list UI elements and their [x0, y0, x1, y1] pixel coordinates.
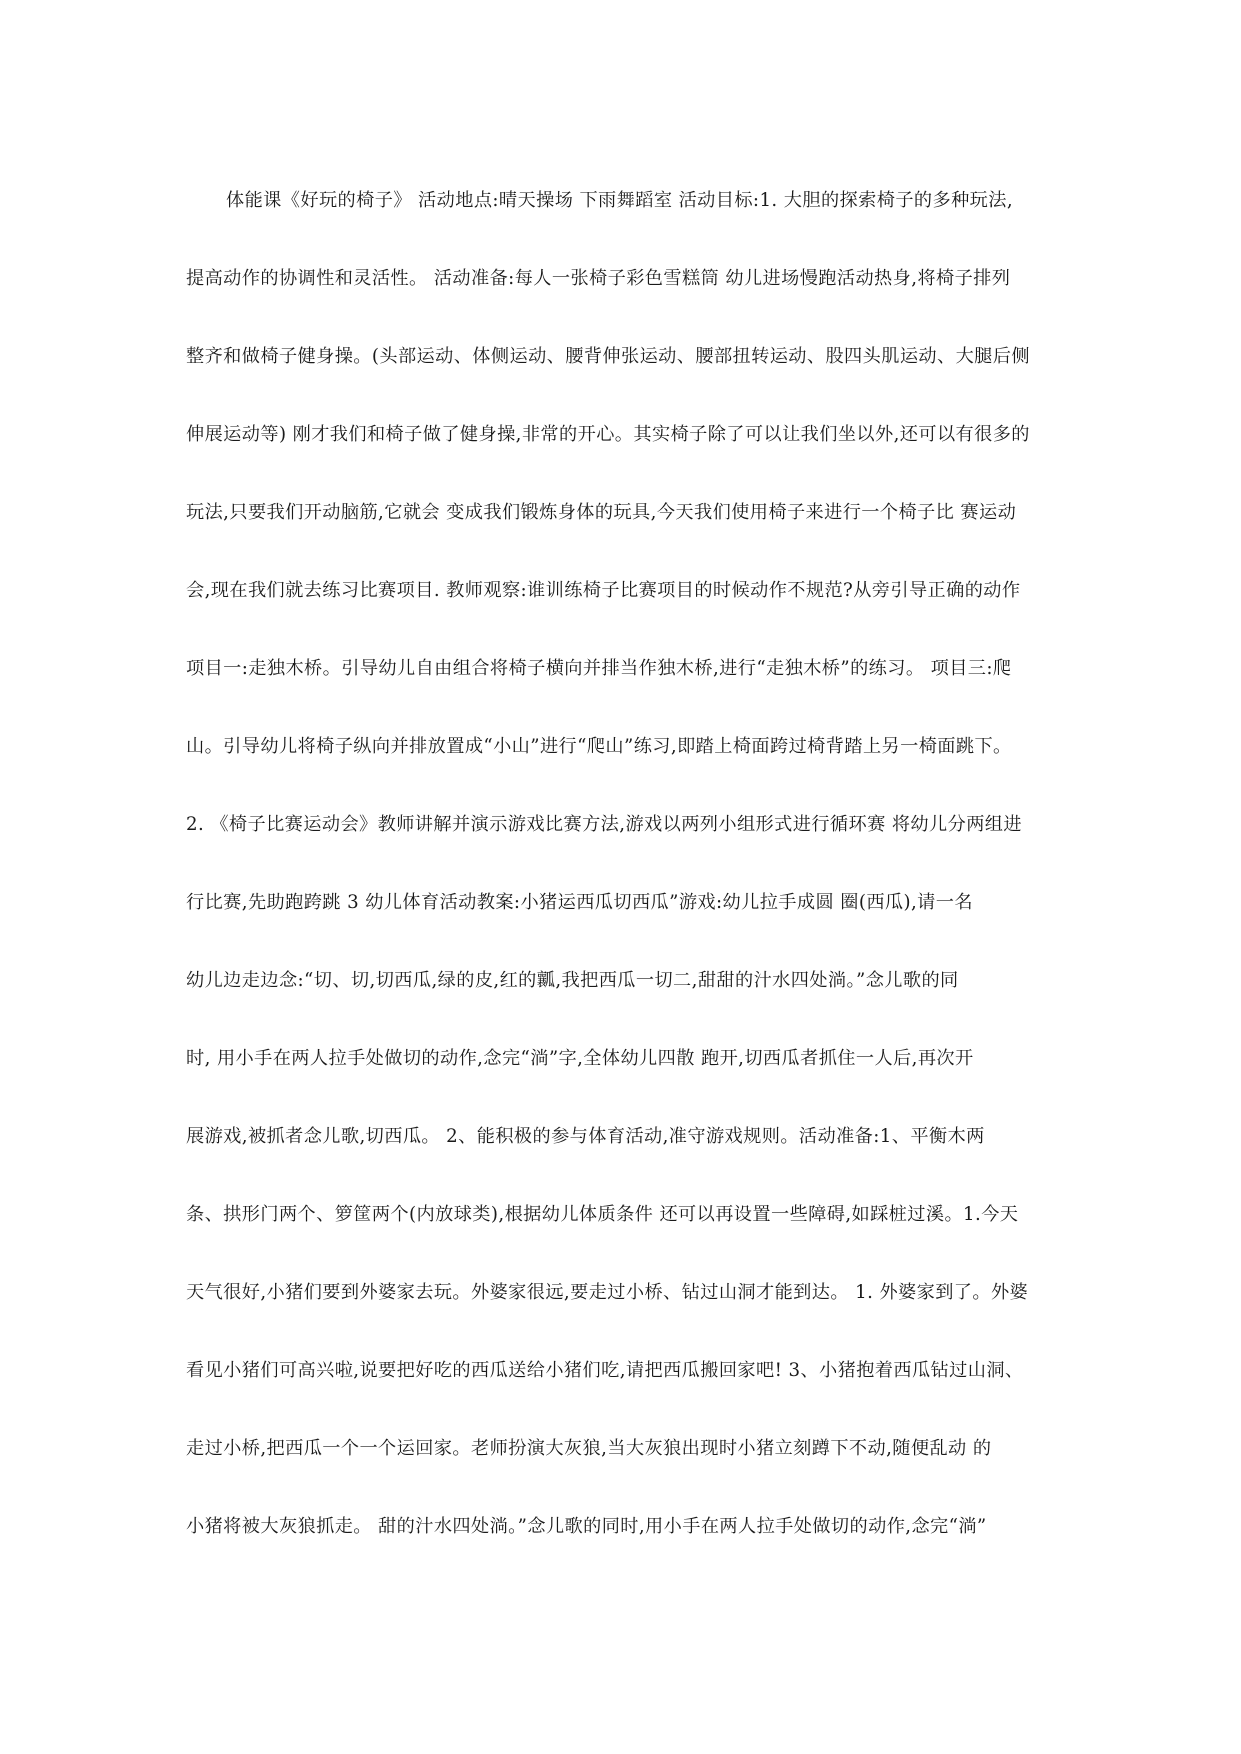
text-line: 看见小猪们可高兴啦,说要把好吃的西瓜送给小猪们吃,请把西瓜搬回家吧! 3、小猪抱着西瓜钻过山洞、 [186, 1360, 1024, 1381]
text-line: 山。引导幼儿将椅子纵向并排放置成“小山”进行“爬山”练习,即踏上椅面跨过椅背踏上另一椅面跳下。 [186, 736, 1012, 757]
text-line: 提高动作的协调性和灵活性。 活动准备:每人一张椅子彩色雪糕筒 幼儿进场慢跑活动热身,将椅子排列 [186, 268, 1011, 289]
text-line: 伸展运动等) 刚才我们和椅子做了健身操,非常的开心。其实椅子除了可以让我们坐以外,还可以有很多的 [186, 424, 1030, 445]
text-line: 小猪将被大灰狼抓走。 甜的汁水四处淌。”念儿歌的同时,用小手在两人拉手处做切的动作,念完“淌” [186, 1516, 987, 1537]
text-line: 体能课《好玩的椅子》 活动地点:晴天操场 下雨舞蹈室 活动目标:1. 大胆的探索椅子的多种玩法, [226, 190, 1014, 211]
text-line: 展游戏,被抓者念儿歌,切西瓜。 2、能积极的参与体育活动,准守游戏规则。活动准备:1、平衡木两 [186, 1126, 985, 1147]
text-line: 条、拱形门两个、箩筐两个(内放球类),根据幼儿体质条件 还可以再设置一些障碍,如踩桩过溪。1.今天 [186, 1204, 1019, 1225]
text-line: 幼儿边走边念:“切、切,切西瓜,绿的皮,红的瓤,我把西瓜一切二,甜甜的汁水四处淌。”念儿歌的同 [186, 970, 959, 991]
text-line: 项目一:走独木桥。引导幼儿自由组合将椅子横向并排当作独木桥,进行“走独木桥”的练习。 项目三:爬 [186, 658, 1012, 679]
text-line: 玩法,只要我们开动脑筋,它就会 变成我们锻炼身体的玩具,今天我们使用椅子来进行一个椅子比 赛运动 [186, 502, 1017, 523]
text-line: 行比赛,先助跑跨跳 3 幼儿体育活动教案:小猪运西瓜切西瓜”游戏:幼儿拉手成圆 圈(西瓜),请一名 [186, 892, 973, 913]
text-line: 会,现在我们就去练习比赛项目. 教师观察:谁训练椅子比赛项目的时候动作不规范?从旁引导正确的动作 [186, 580, 1021, 601]
text-line: 2. 《椅子比赛运动会》教师讲解并演示游戏比赛方法,游戏以两列小组形式进行循环赛 将幼儿分两组进 [186, 814, 1022, 835]
text-line: 整齐和做椅子健身操。(头部运动、体侧运动、腰背伸张运动、腰部扭转运动、股四头肌运动、大腿后侧 [186, 346, 1030, 367]
text-line: 时, 用小手在两人拉手处做切的动作,念完“淌”字,全体幼儿四散 跑开,切西瓜者抓住一人后,再次开 [186, 1048, 974, 1069]
text-line: 走过小桥,把西瓜一个一个运回家。老师扮演大灰狼,当大灰狼出现时小猪立刻蹲下不动,随便乱动 的 [186, 1438, 992, 1459]
text-line: 天气很好,小猪们要到外婆家去玩。外婆家很远,要走过小桥、钻过山洞才能到达。 1. 外婆家到了。外婆 [186, 1282, 1029, 1303]
